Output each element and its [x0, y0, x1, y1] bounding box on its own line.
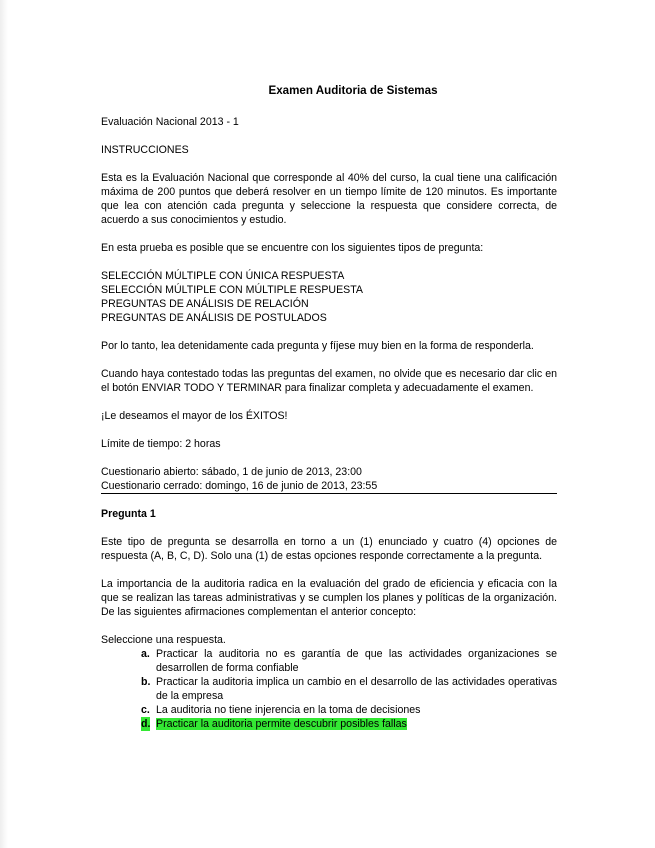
option-letter: a.: [141, 648, 150, 660]
answer-prompt: Seleccione una respuesta.: [101, 634, 226, 646]
option-text-highlighted: Practicar la auditoria permite descubrir posibles fallas: [156, 718, 407, 730]
answer-option-d[interactable]: [141, 717, 557, 731]
question-types-intro: En esta prueba es posible que se encuentre con los siguientes tipos de pregunta:: [101, 242, 484, 254]
option-text: Practicar la auditoria no es garantía de que las actividades organizaciones se desarrollen de forma confiable: [156, 648, 557, 674]
evaluation-subtitle: Evaluación Nacional 2013 - 1: [101, 116, 239, 128]
page-left-edge: [0, 0, 8, 848]
option-text: Practicar la auditoria implica un cambio en el desarrollo de las actividades operativas de la empresa: [156, 676, 557, 702]
question-type-item: PREGUNTAS DE ANÁLISIS DE RELACIÓN: [101, 298, 309, 310]
question-statement: La importancia de la auditoria radica en la evaluación del grado de eficiencia y eficacia con la que se realizan las tareas administrativas y se cumplen los planes y políticas de la organización. De las siguientes afirmaciones complementan el anterior concepto:: [101, 578, 557, 618]
time-limit: Límite de tiempo: 2 horas: [101, 438, 221, 450]
question-type-item: SELECCIÓN MÚLTIPLE CON ÚNICA RESPUESTA: [101, 270, 345, 282]
option-letter: c.: [141, 704, 150, 716]
submit-note: Cuando haya contestado todas las preguntas del examen, no olvide que es necesario dar clic en el botón ENVIAR TODO Y TERMINAR para finalizar completa y adecuadamente el examen.: [101, 368, 557, 394]
answer-options: [101, 647, 557, 731]
option-letter: b.: [141, 676, 151, 688]
question-type-description: Este tipo de pregunta se desarrolla en torno a un (1) enunciado y cuatro (4) opciones de respuesta (A, B, C, D). Solo una (1) de estas opciones responde correctamente a la pregunta.: [101, 536, 557, 562]
intro-paragraph: Esta es la Evaluación Nacional que corresponde al 40% del curso, la cual tiene una calificación máxima de 200 puntos que deberá resolver en un tiempo límite de 120 minutos. Es importante que lea con atención cada pregunta y seleccione la respuesta que considere correcta, de acuerdo a sus conocimientos y estudio.: [101, 172, 557, 226]
option-letter: d.: [141, 718, 151, 730]
answer-option-c[interactable]: [141, 703, 557, 717]
option-text: La auditoria no tiene injerencia en la toma de decisiones: [156, 704, 421, 716]
wish-line: ¡Le deseamos el mayor de los ÉXITOS!: [101, 410, 288, 422]
question-title: Pregunta 1: [101, 508, 156, 520]
quiz-closed: Cuestionario cerrado: domingo, 16 de junio de 2013, 23:55: [101, 479, 557, 494]
document-body: [101, 84, 557, 731]
advice-paragraph: Por lo tanto, lea detenidamente cada pregunta y fíjese muy bien en la forma de responderla.: [101, 340, 534, 352]
document-title: Examen Auditoria de Sistemas: [268, 84, 438, 97]
instructions-heading: INSTRUCCIONES: [101, 144, 189, 156]
quiz-opened: Cuestionario abierto: sábado, 1 de junio de 2013, 23:00: [101, 466, 362, 478]
answer-option-b[interactable]: [141, 675, 557, 703]
question-type-item: PREGUNTAS DE ANÁLISIS DE POSTULADOS: [101, 312, 327, 324]
question-type-item: SELECCIÓN MÚLTIPLE CON MÚLTIPLE RESPUESTA: [101, 284, 363, 296]
answer-option-a[interactable]: [141, 647, 557, 675]
